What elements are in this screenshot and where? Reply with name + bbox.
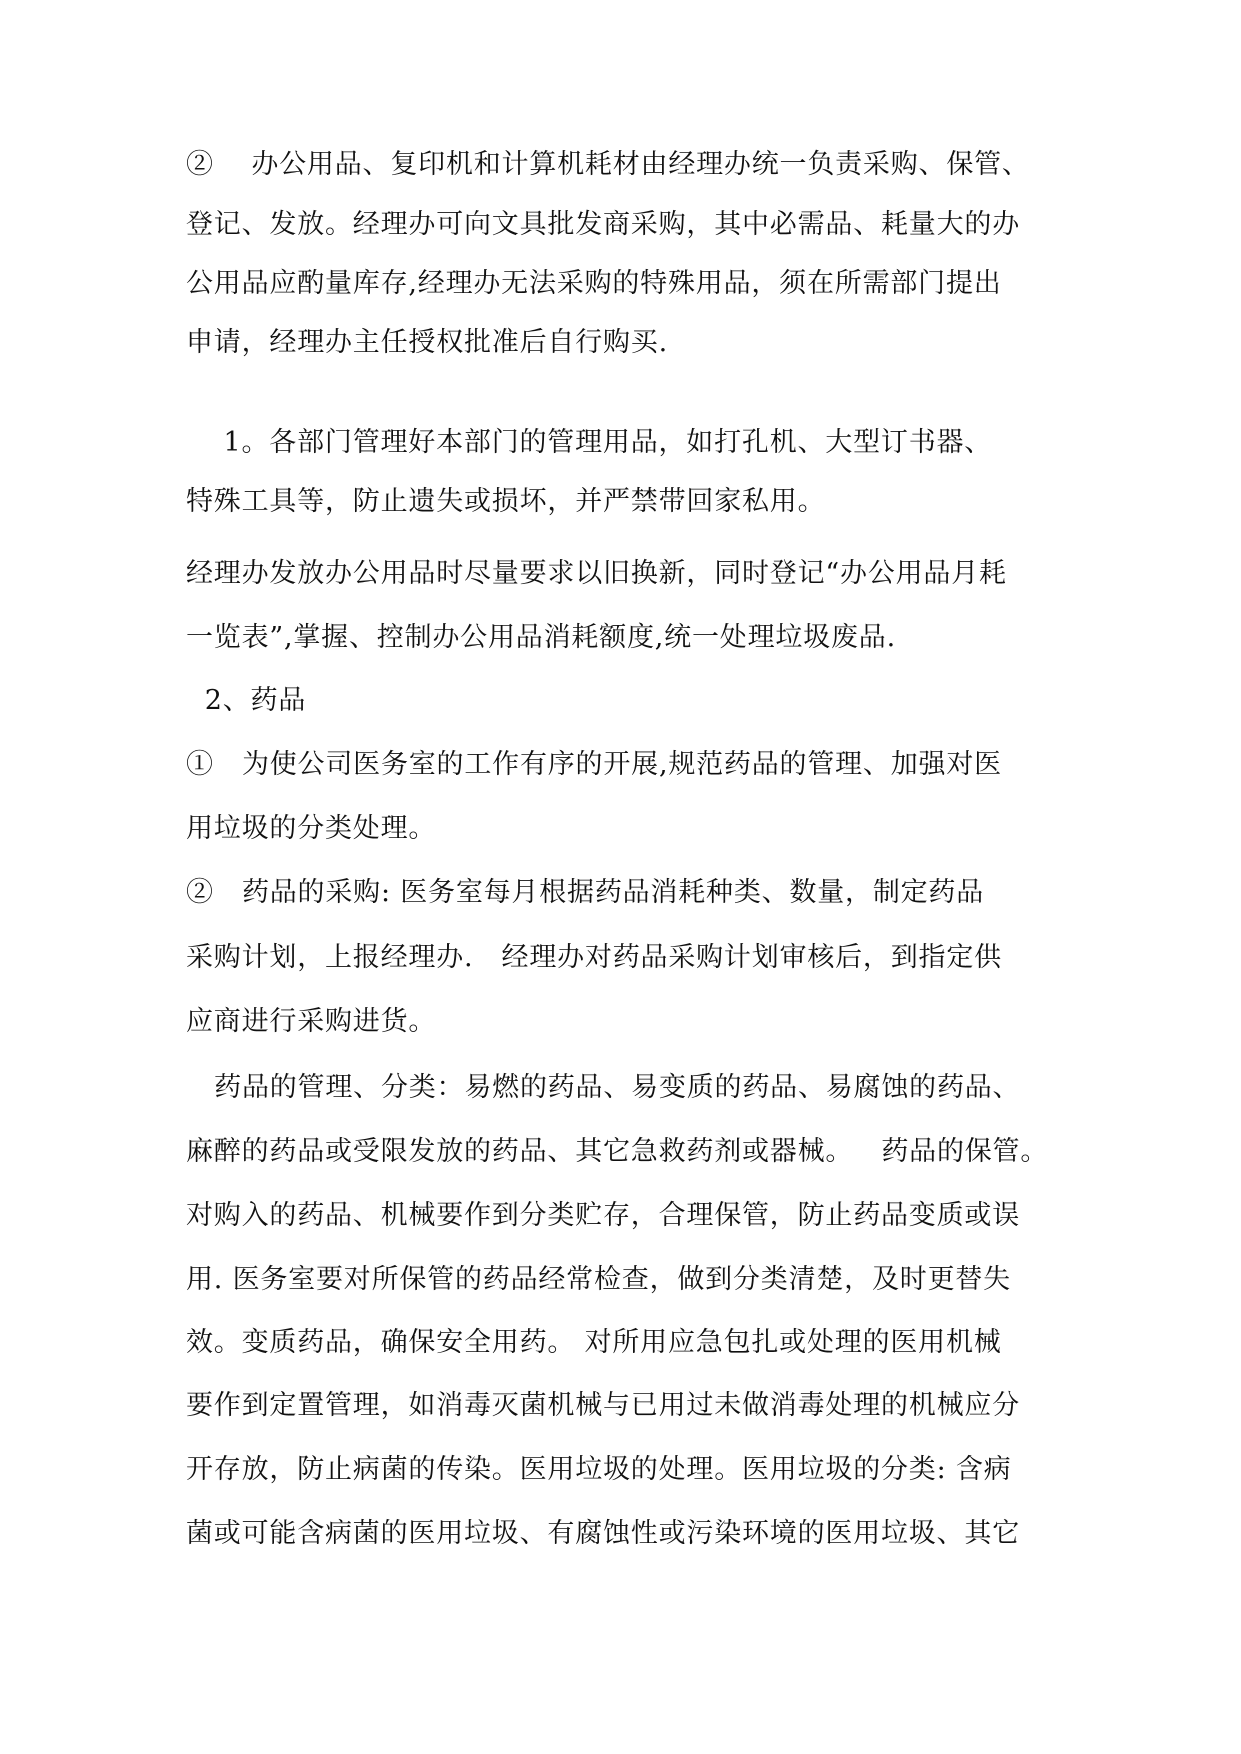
text-line: 用. 医务室要对所保管的药品经常检查，做到分类清楚，及时更替失 [186,1264,1011,1295]
text-line: 一览表”,掌握、控制办公用品消耗额度,统一处理垃圾废品. [186,622,896,653]
text-line: 应商进行采购进货。 [186,1006,437,1037]
text-line: ② 药品的采购: 医务室每月根据药品消耗种类、数量，制定药品 [186,877,985,908]
text-line: 采购计划，上报经理办. 经理办对药品采购计划审核后，到指定供 [186,942,1002,973]
text-line: 菌或可能含病菌的医用垃圾、有腐蚀性或污染环境的医用垃圾、其它 [186,1518,1020,1549]
text-line: 麻醉的药品或受限发放的药品、其它急救药剂或器械。 药品的保管。 [186,1136,1049,1167]
text-line: 对购入的药品、机械要作到分类贮存，合理保管，防止药品变质或误 [186,1200,1020,1231]
text-line: 经理办发放办公用品时尽量要求以旧换新，同时登记“办公用品月耗 [186,558,1007,589]
text-line: 1。各部门管理好本部门的管理用品，如打孔机、大型订书器、 [186,427,993,458]
text-line: 2、药品 [186,685,307,716]
text-line: 开存放，防止病菌的传染。医用垃圾的处理。医用垃圾的分类: 含病 [186,1454,1012,1485]
text-line: 效。变质药品，确保安全用药。 对所用应急包扎或处理的医用机械 [186,1327,1002,1358]
text-line: 药品的管理、分类：易燃的药品、易变质的药品、易腐蚀的药品、 [186,1072,1021,1103]
text-line: ① 为使公司医务室的工作有序的开展,规范药品的管理、加强对医 [186,749,1002,780]
text-line: 申请，经理办主任授权批准后自行购买. [186,327,668,358]
text-line: ② 办公用品、复印机和计算机耗材由经理办统一负责采购、保管、 [186,149,1030,180]
text-line: 用垃圾的分类处理。 [186,813,437,844]
text-line: 登记、发放。经理办可向文具批发商采购，其中必需品、耗量大的办 [186,209,1020,240]
text-line: 特殊工具等，防止遗失或损坏，并严禁带回家私用。 [186,486,826,517]
text-line: 要作到定置管理，如消毒灭菌机械与已用过未做消毒处理的机械应分 [186,1390,1020,1421]
text-line: 公用品应酌量库存,经理办无法采购的特殊用品，须在所需部门提出 [186,268,1002,299]
